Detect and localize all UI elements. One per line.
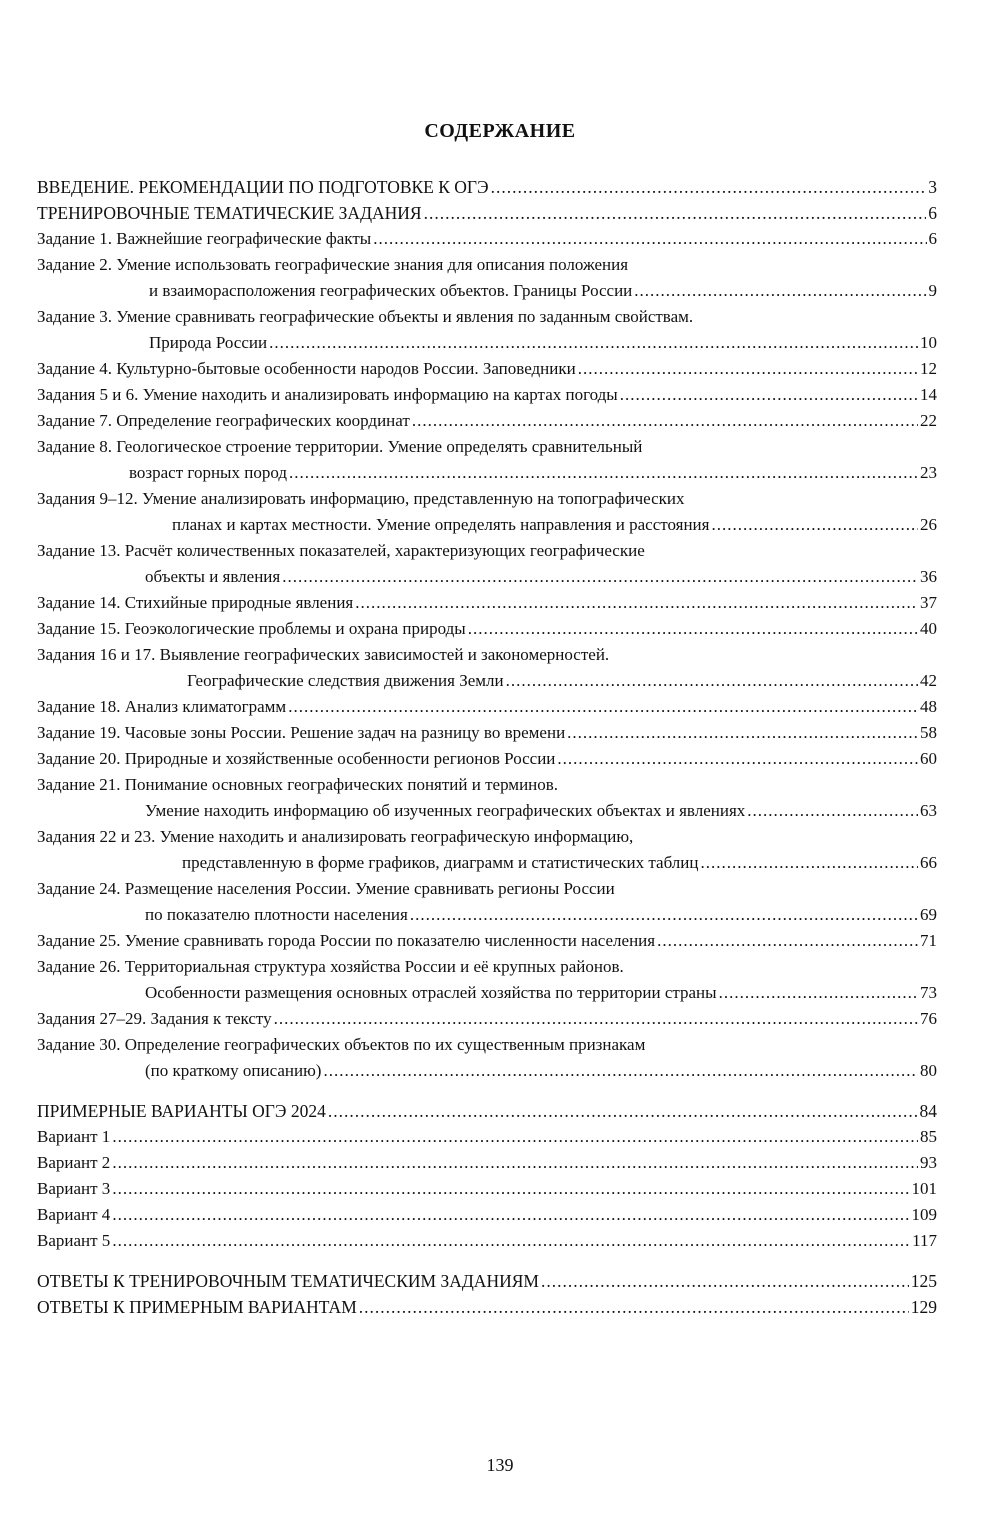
toc-entry-first-line (37, 538, 937, 564)
dot-leader (491, 174, 927, 200)
toc-page-number: 85 (920, 1127, 937, 1146)
toc-entry-text: Задание 18. Анализ климатограмм (37, 697, 287, 716)
toc-entry-text: Задание 25. Умение сравнивать города России по показателю численности населения (37, 931, 656, 950)
toc-entry (37, 850, 937, 876)
toc-page-number: 40 (920, 619, 937, 638)
dot-leader (328, 1098, 918, 1124)
toc-entry-text: Вариант 2 (37, 1153, 111, 1172)
page-number: 139 (486, 1455, 514, 1475)
toc-page-number: 36 (920, 567, 937, 586)
toc-page-number: 76 (920, 1009, 937, 1028)
section-gap (37, 1254, 937, 1268)
toc-entry-text: Задания 16 и 17. Выявление географических зависимостей и закономерностей. (37, 645, 610, 664)
dot-leader (506, 668, 918, 694)
toc-page-number: 71 (920, 931, 937, 950)
toc-entry (37, 330, 937, 356)
toc-entry-text: Вариант 1 (37, 1127, 111, 1146)
toc-page-number: 80 (920, 1061, 937, 1080)
toc-entry-text: ОТВЕТЫ К ПРИМЕРНЫМ ВАРИАНТАМ (37, 1297, 357, 1317)
dot-leader (719, 980, 918, 1006)
toc-entry-text: ОТВЕТЫ К ТРЕНИРОВОЧНЫМ ТЕМАТИЧЕСКИМ ЗАДАНИЯМ (37, 1271, 539, 1291)
toc-entry-text: Географические следствия движения Земли (187, 671, 504, 690)
dot-leader (359, 1294, 909, 1320)
toc-entry-text: Вариант 4 (37, 1205, 111, 1224)
toc-entry (37, 928, 937, 954)
dot-leader (657, 928, 918, 954)
toc-entry (37, 1124, 937, 1150)
toc-page-number: 125 (910, 1271, 937, 1291)
toc-entry-text: Задание 24. Размещение населения России. Умение сравнивать регионы России (37, 879, 615, 898)
toc-entry-text: Задание 13. Расчёт количественных показателей, характеризующих географические (37, 541, 645, 560)
toc-entry-text: Задания 22 и 23. Умение находить и анализировать географическую информацию, (37, 827, 634, 846)
dot-leader (424, 200, 927, 226)
dot-leader (634, 278, 926, 304)
toc-entry-text: Задание 14. Стихийные природные явления (37, 593, 354, 612)
toc-entry (37, 226, 937, 252)
dot-leader (578, 356, 918, 382)
toc-page-number: 84 (919, 1101, 937, 1121)
toc-entry-text: Природа России (149, 333, 268, 352)
toc-page-number: 12 (920, 359, 937, 378)
toc-entry-text: Задание 15. Геоэкологические проблемы и охрана природы (37, 619, 466, 638)
toc-page-number: 60 (920, 749, 937, 768)
toc-entry (37, 1098, 937, 1124)
toc-entry-first-line (37, 824, 937, 850)
toc-entry-text: по показателю плотности населения (145, 905, 408, 924)
toc-entry (37, 1150, 937, 1176)
toc-entry (37, 902, 937, 928)
toc-entry-text: объекты и явления (145, 567, 281, 586)
dot-leader (289, 460, 918, 486)
toc-page-number: 93 (920, 1153, 937, 1172)
toc-entry-text: Задание 20. Природные и хозяйственные особенности регионов России (37, 749, 556, 768)
toc-entry (37, 1202, 937, 1228)
toc-entry (37, 720, 937, 746)
dot-leader (620, 382, 918, 408)
toc-entry-first-line (37, 954, 937, 980)
toc-entry (37, 174, 937, 200)
dot-leader (282, 564, 918, 590)
dot-leader (269, 330, 918, 356)
dot-leader (112, 1150, 918, 1176)
toc-entry (37, 668, 937, 694)
toc-page-number: 73 (920, 983, 937, 1002)
toc-entry (37, 1268, 937, 1294)
toc-page-number: 66 (920, 853, 937, 872)
toc-entry (37, 564, 937, 590)
toc-entry-text: представленную в форме графиков, диаграмм и статистических таблиц (182, 853, 699, 872)
toc-page-number: 23 (920, 463, 937, 482)
toc-entry-text: Задание 7. Определение географических координат (37, 411, 410, 430)
toc-entry (37, 1294, 937, 1320)
toc-entry-first-line (37, 434, 937, 460)
table-of-contents (37, 174, 937, 1320)
toc-entry-text: Задание 8. Геологическое строение территории. Умение определять сравнительный (37, 437, 643, 456)
dot-leader (112, 1176, 909, 1202)
toc-page-number: 26 (920, 515, 937, 534)
toc-entry-text: Задание 4. Культурно-бытовые особенности народов России. Заповедники (37, 359, 576, 378)
toc-entry (37, 590, 937, 616)
toc-entry-text: Вариант 3 (37, 1179, 111, 1198)
toc-entry (37, 1058, 937, 1084)
toc-page-number: 69 (920, 905, 937, 924)
toc-page-number: 58 (920, 723, 937, 742)
toc-page-number: 6 (928, 229, 937, 248)
toc-entry-text: Вариант 5 (37, 1231, 111, 1250)
dot-leader (700, 850, 918, 876)
toc-entry (37, 200, 937, 226)
toc-entry-text: Задание 19. Часовые зоны России. Решение задач на разницу во времени (37, 723, 566, 742)
toc-entry-first-line (37, 1032, 937, 1058)
toc-entry-text: и взаиморасположения географических объектов. Границы России (149, 281, 633, 300)
dot-leader (468, 616, 918, 642)
dot-leader (112, 1124, 918, 1150)
toc-entry (37, 278, 937, 304)
dot-leader (412, 408, 918, 434)
toc-entry (37, 1176, 937, 1202)
dot-leader (288, 694, 918, 720)
toc-entry (37, 1228, 937, 1254)
toc-page-number: 9 (928, 281, 937, 300)
dot-leader (355, 590, 918, 616)
toc-entry (37, 460, 937, 486)
toc-entry (37, 980, 937, 1006)
dot-leader (410, 902, 918, 928)
toc-entry-text: планах и картах местности. Умение определять направления и расстояния (172, 515, 710, 534)
page-title: СОДЕРЖАНИЕ (424, 120, 576, 142)
dot-leader (711, 512, 918, 538)
toc-entry-text: возраст горных пород (129, 463, 287, 482)
toc-entry-text: Задание 1. Важнейшие географические факты (37, 229, 372, 248)
dot-leader (567, 720, 918, 746)
toc-entry-text: Умение находить информацию об изученных географических объектах и явлениях (145, 801, 746, 820)
toc-page-number: 10 (920, 333, 937, 352)
toc-page-number: 129 (910, 1297, 937, 1317)
toc-entry-first-line (37, 772, 937, 798)
toc-entry (37, 616, 937, 642)
toc-page-number: 14 (920, 385, 937, 404)
toc-entry-text: ТРЕНИРОВОЧНЫЕ ТЕМАТИЧЕСКИЕ ЗАДАНИЯ (37, 203, 422, 223)
toc-page-number: 48 (920, 697, 937, 716)
toc-entry (37, 694, 937, 720)
toc-page-number: 42 (920, 671, 937, 690)
toc-entry (37, 1006, 937, 1032)
toc-page-number: 22 (920, 411, 937, 430)
toc-entry-text: (по краткому описанию) (145, 1061, 322, 1080)
toc-entry (37, 408, 937, 434)
toc-entry (37, 746, 937, 772)
toc-page-number: 6 (928, 203, 937, 223)
toc-page-number: 117 (912, 1231, 937, 1250)
toc-entry-text: Задания 5 и 6. Умение находить и анализировать информацию на картах погоды (37, 385, 618, 404)
toc-page-number: 101 (911, 1179, 937, 1198)
dot-leader (112, 1202, 909, 1228)
toc-entry-first-line (37, 642, 937, 668)
toc-entry-text: Задания 9–12. Умение анализировать информацию, представленную на топографических (37, 489, 685, 508)
toc-entry-first-line (37, 252, 937, 278)
toc-page-number: 109 (911, 1205, 937, 1224)
toc-entry-first-line (37, 486, 937, 512)
toc-entry-text: Задания 27–29. Задания к тексту (37, 1009, 272, 1028)
dot-leader (323, 1058, 918, 1084)
toc-entry (37, 512, 937, 538)
toc-entry-text: Задание 3. Умение сравнивать географические объекты и явления по заданным свойствам. (37, 307, 694, 326)
toc-entry-text: Задание 26. Территориальная структура хозяйства России и её крупных районов. (37, 957, 624, 976)
dot-leader (373, 226, 926, 252)
toc-page-number: 37 (920, 593, 937, 612)
dot-leader (747, 798, 918, 824)
toc-page-number: 3 (928, 177, 937, 197)
toc-entry-first-line (37, 876, 937, 902)
toc-entry (37, 382, 937, 408)
section-gap (37, 1084, 937, 1098)
dot-leader (112, 1228, 910, 1254)
toc-entry-text: Особенности размещения основных отраслей хозяйства по территории страны (145, 983, 717, 1002)
toc-page-number: 63 (920, 801, 937, 820)
toc-entry-text: Задание 2. Умение использовать географические знания для описания положения (37, 255, 629, 274)
dot-leader (541, 1268, 909, 1294)
toc-entry-text: ВВЕДЕНИЕ. РЕКОМЕНДАЦИИ ПО ПОДГОТОВКЕ К ОГЭ (37, 177, 489, 197)
toc-entry (37, 798, 937, 824)
toc-entry-text: Задание 21. Понимание основных географических понятий и терминов. (37, 775, 559, 794)
toc-entry (37, 356, 937, 382)
toc-entry-text: ПРИМЕРНЫЕ ВАРИАНТЫ ОГЭ 2024 (37, 1101, 326, 1121)
toc-entry-first-line (37, 304, 937, 330)
dot-leader (557, 746, 918, 772)
dot-leader (274, 1006, 918, 1032)
toc-entry-text: Задание 30. Определение географических объектов по их существенным признакам (37, 1035, 646, 1054)
